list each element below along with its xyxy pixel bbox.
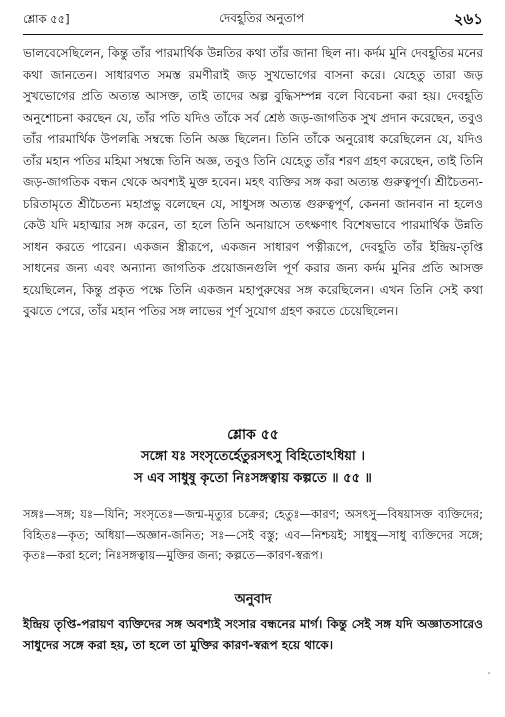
purport-paragraph: ভালবেসেছিলেন, কিন্তু তাঁর পারমার্থিক উন্নতির কথা তাঁর জানা ছিল না। কর্দম মুনি দেবহূতির মনের কথা জানতেন। সাধারণত সমস্ত রমণীরাই জড় সুখভোগের বাসনা করে। যেহেতু তারা জড় সুখভোগের প্রতি অত্যন্ত আসক্ত, তাই তাদের অল্প বুদ্ধিসম্পন্ন বলে বিবেচনা করা হয়। দেবহূতি অনুশোচনা করছেন যে, তাঁর পতি যদিও তাঁকে সর্ব শ্রেষ্ঠ জড়-জাগতিক সুখ প্রদান করেছেন, তবুও তাঁর পারমার্থিক উপলব্ধি সম্বন্ধে তিনি অজ্ঞ ছিলেন। তিনি তাঁকে অনুরোধ করেছিলেন যে, যদিও তাঁর মহান পতির মহিমা সম্বন্ধে তিনি অজ্ঞ, তবুও তিনি যেহেতু তাঁর শরণ গ্রহণ করেছেন, তাই তিনি জড়-জাগতিক বন্ধন থেকে অবশ্যই মুক্ত হবেন। মহৎ ব্যক্তির সঙ্গ করা অত্যন্ত গুরুত্বপূর্ণ। শ্রীচৈতন্য-চরিতামৃতে শ্রীচৈতন্য মহাপ্রভু বলেছেন যে, সাধুসঙ্গ অত্যন্ত গুরুত্বপূর্ণ, কেননা জানবান না হলেও কেউ যদি মহাত্মার সঙ্গ করেন, তা হলে তিনি অনায়াসে তৎক্ষণাৎ বিশেষভাবে পারমার্থিক উন্নতি সাধন করতে পারেন। একজন স্ত্রীরূপে, একজন সাধারণ পত্নীরূপে, দেবহূতি তাঁর ইন্দ্রিয়-তৃপ্তি সাধনের জন্য এবং অন্যান্য জাগতিক প্রয়োজনগুলি পূর্ণ করার জন্য কর্দম মুনির প্রতি আসক্ত হয়েছিলেন, কিন্তু প্রকৃত পক্ষে তিনি একজন মহাপুরুষের সঙ্গ করেছিলেন। এখন তিনি সেই কথা বুঝতে পেরে, তাঁর মহান পতির সঙ্গ লাভের পূর্ণ সুযোগ গ্রহণ করতে চেয়েছিলেন।	[23, 46, 483, 318]
translation-heading: অনুবাদ	[234, 591, 272, 607]
stray-mark: ˊ	[486, 672, 491, 683]
translation-text: ইন্দ্রিয় তৃপ্তি-পরায়ণ ব্যক্তিদের সঙ্গ অবশ্যই সংসার বন্ধনের মার্গ। কিন্তু সেই সঙ্গ যদি অজ্ঞাতসারেও সাধুদের সঙ্গে করা হয়, তা হলে তা মুক্তির কারণ-স্বরূপ হয়ে থাকে।	[23, 616, 483, 652]
verse-block	[23, 424, 483, 490]
verse-line-2: স এব সাধুষু কৃতো নিঃসঙ্গত্বায় কল্পতে ॥ ৫৫ ॥	[134, 471, 372, 486]
page-number: ২৬১	[453, 9, 483, 28]
word-synonyms: সঙ্গঃ—সঙ্গ; যঃ—যিনি; সংসৃতেঃ—জন্ম-মৃত্যুর চক্রের; হেতুঃ—কারণ; অসৎসু—বিষয়াসক্ত ব্যক্তিদের; বিহিতঃ—কৃত; অধিয়া—অজ্ঞান-জনিত; সঃ—সেই বস্তু; এব—নিশ্চয়ই; সাধুষু—সাধু ব্যক্তিদের সঙ্গে; কৃতঃ—করা হলে; নিঃসঙ্গত্বায়—মুক্তির জন্য; কল্পতে—কারণ-স্বরূপ।	[23, 507, 483, 562]
chapter-title: দেবহূতির অনুতাপ	[219, 11, 305, 25]
running-header	[23, 6, 483, 34]
header-divider	[23, 34, 483, 35]
verse-title: শ্লোক ৫৫	[227, 427, 279, 443]
verse-line-1: সঙ্গো যঃ সংসৃতের্হেতুরসৎসু বিহিতোঽধিয়া ।	[141, 449, 365, 464]
verse-reference: শ্লোক ৫৫]	[23, 11, 70, 26]
